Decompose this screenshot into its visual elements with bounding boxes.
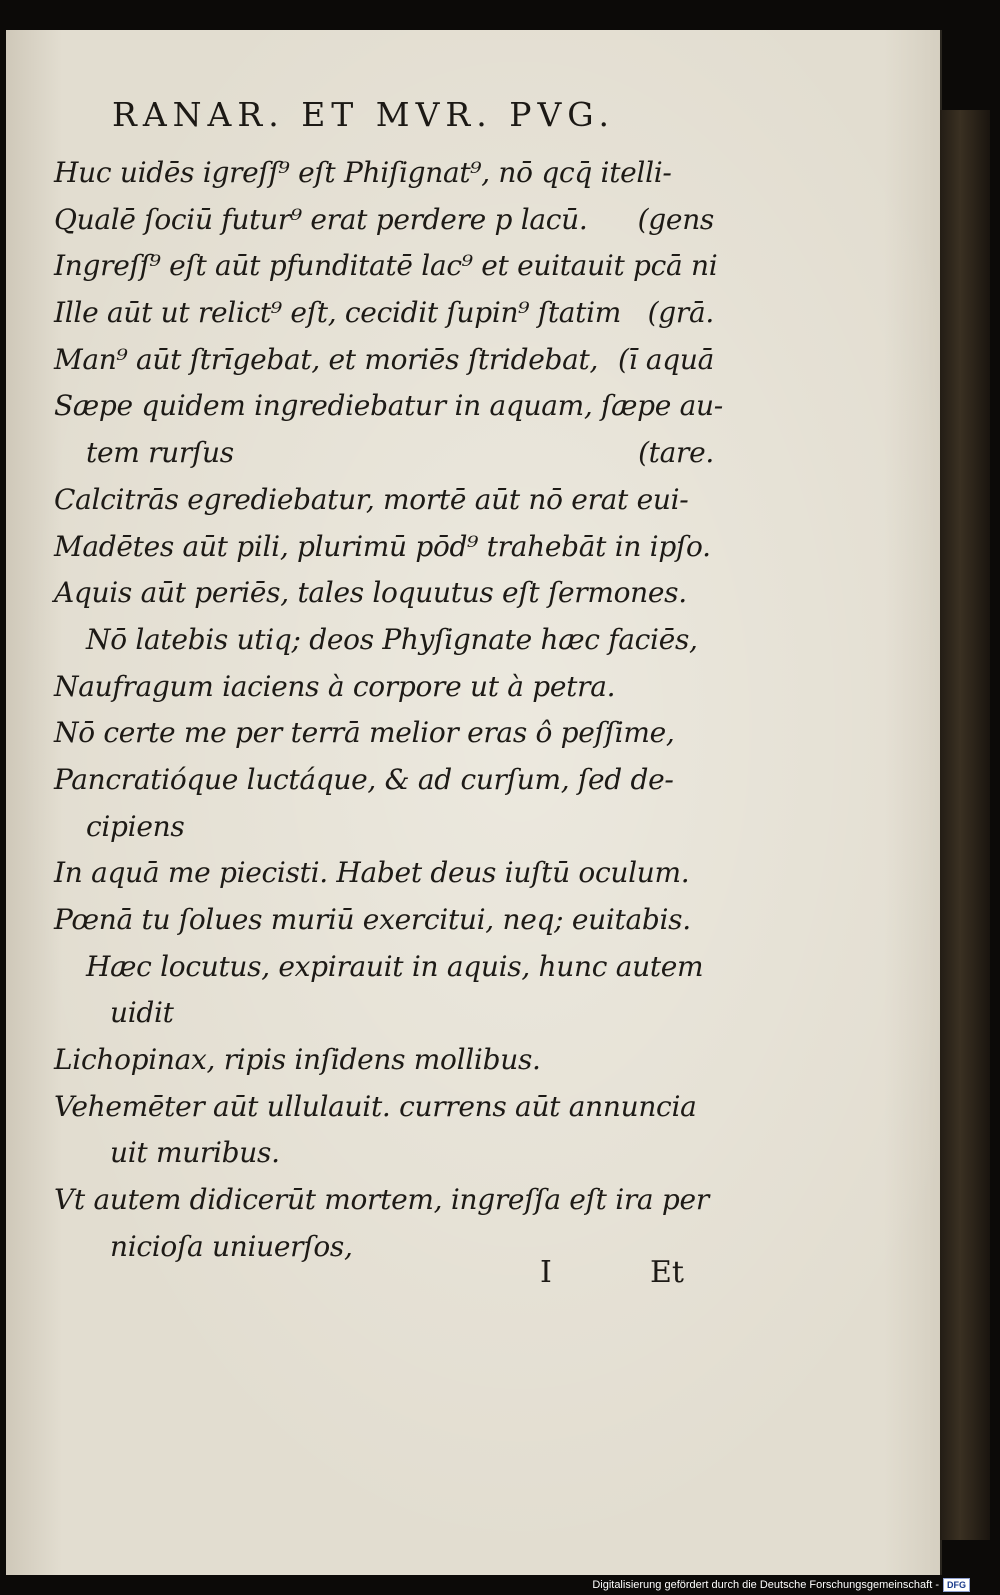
text-line [54, 290, 714, 337]
text-line [54, 944, 714, 991]
text-line [54, 1037, 714, 1084]
line-turnover: (gens [637, 202, 714, 236]
text-line [54, 850, 714, 897]
line-turnover: (tare. [638, 436, 714, 470]
line-text: uidit [110, 996, 174, 1030]
text-line [54, 990, 714, 1037]
text-line [54, 1130, 714, 1177]
line-text: Sæpe quidem ingrediebatur in aquam, ſæpe au- [54, 389, 723, 423]
line-text: Vt autem didicerūt mortem, ingreſſa eſt ira per [54, 1183, 709, 1217]
line-text: Ingreſſ⁹ eſt aūt pfunditatē lac⁹ et euitauit pcā ni [54, 249, 718, 283]
line-turnover: (grā. [647, 296, 714, 330]
text-line [54, 243, 718, 290]
line-text: tem rurſus [86, 436, 234, 470]
line-text: Aquis aūt periēs, tales loquutus eſt ſermones. [54, 576, 687, 610]
page-edge [940, 110, 990, 1540]
line-text: Pancratióque luctáque, & ad curſum, ſed de- [54, 762, 674, 796]
line-text: Hæc locutus, expirauit in aquis, hunc autem [86, 949, 704, 983]
dfg-logo: DFG [943, 1578, 970, 1592]
text-line [54, 757, 714, 804]
text-line [54, 570, 714, 617]
line-text: uit muribus. [110, 1136, 280, 1170]
text-line [54, 197, 714, 244]
text-line [54, 150, 714, 197]
text-line [54, 430, 714, 477]
text-line [54, 1084, 714, 1131]
line-text: Man⁹ aūt ſtrīgebat, et moriēs ſtridebat, [54, 342, 599, 376]
text-line [54, 664, 714, 711]
line-text: Calcitrās egrediebatur, mortē aūt nō erat eui- [54, 482, 689, 516]
line-text: Naufragum iaciens à corpore ut à petra. [54, 669, 616, 703]
line-text: Vehemēter aūt ullulauit. currens aūt annuncia [54, 1089, 697, 1123]
running-head: RANAR. ET MVR. PVG. [112, 95, 615, 134]
line-text: nicioſa uniuerſos, [110, 1229, 353, 1263]
text-line [54, 617, 714, 664]
text-line [54, 337, 714, 384]
line-text: In aquā me piecisti. Habet deus iuſtū oculum. [54, 856, 690, 890]
digitization-credit [592, 1575, 970, 1595]
line-text: Ille aūt ut relict⁹ eſt, cecidit ſupin⁹ ſtatim [54, 296, 622, 330]
text-line [54, 1177, 714, 1224]
text-line [54, 383, 723, 430]
line-text: Nō latebis utiq; deos Phyſignate hæc faciēs, [86, 622, 698, 656]
line-text: Lichopinax, ripis inſidens mollibus. [54, 1043, 541, 1077]
text-line [54, 477, 714, 524]
line-text: cipiens [86, 809, 185, 843]
line-text: Madētes aūt pili, plurimū pōd⁹ trahebāt in ipſo. [54, 529, 711, 563]
line-text: Qualē ſociū futur⁹ erat perdere p lacū. [54, 202, 588, 236]
text-line [54, 524, 714, 571]
body-text [54, 150, 723, 1271]
text-line [54, 897, 714, 944]
text-line [54, 710, 714, 757]
signature-mark: I [540, 1255, 552, 1290]
line-text: Nō certe me per terrā melior eras ô peſſime, [54, 716, 675, 750]
line-text: Pœnā tu ſolues muriū exercitui, neq; euitabis. [54, 903, 691, 936]
line-turnover: (ī aquā [617, 342, 714, 376]
text-line [54, 1224, 714, 1271]
credit-text: Digitalisierung gefördert durch die Deutsche Forschungsgemeinschaft - [592, 1579, 939, 1591]
line-text: Huc uidēs igreſſ⁹ eſt Phiſignat⁹, nō qcq̄ itelli- [54, 156, 672, 189]
text-line [54, 804, 714, 851]
catchword: Et [650, 1255, 684, 1290]
